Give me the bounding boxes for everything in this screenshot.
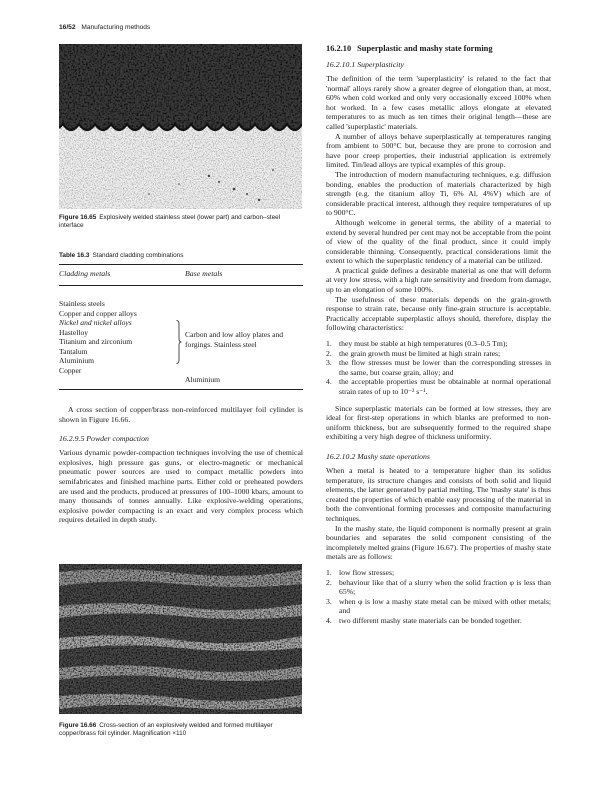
page-header (59, 24, 549, 31)
paragraph: The introduction of modern manufacturing techniques, e.g. diffusion bonding, enables the production of materials characterized by high strength (e.g. the titanium alloy Ti, 6% Al, 4%V) which are of considerable practical interest, although they require temperatures of up to 900°C. (326, 169, 551, 218)
table-header-rule (59, 285, 303, 286)
cladding-row: Copper (59, 365, 82, 375)
cladding-table (59, 264, 303, 392)
paragraph: The usefulness of these materials depends on the grain-growth response to strain rate, because only fine-grain structure is acceptable. Practically acceptable superplastic alloys should, therefore, display the following characteristics: (326, 294, 551, 333)
list-item: 1. they must be stable at high temperatures (0.3–0.5 Tm); (326, 339, 508, 349)
characteristics-list (326, 339, 551, 397)
base-metal-group: Carbon and low alloy plates and forgings. Stainless steel (185, 330, 284, 349)
list-item: 1. low flow stresses; (326, 567, 395, 577)
list-item: 3. when φ is low a mashy state metal can be mixed with other metals; and (326, 596, 551, 616)
paragraph: In the mashy state, the liquid component is normally present at grain boundaries and separates the solid component consisting of the incompletely melted grains (Figure 16.67). The properties of mashy state metals are as follows: (326, 523, 551, 562)
paragraph: A cross section of copper/brass non-reinforced multilayer foil cylinder is shown in Figure 16.66. (59, 405, 303, 424)
col-header-cladding: Cladding metals (59, 269, 111, 278)
subsection-heading: 16.2.10.1 Superplasticity (326, 60, 404, 69)
section-heading: 16.2.10 Superplastic and mashy state forming (326, 44, 493, 53)
table-bottom-rule (59, 389, 303, 390)
paragraph: A number of alloys behave superplastically at temperatures ranging from ambient to 500°C but, because they are prone to corrosion and have poor creep properties, their industrial application is extremely limited. Tin/lead alloys are typical examples of this group. (326, 131, 551, 170)
list-item: 3. the flow stresses must be lower than the corresponding stresses in the same, but coarse grain, alloy; and (326, 358, 551, 377)
col-header-base: Base metals (185, 269, 223, 278)
figure-16-66-caption: Figure 16.66 Cross-section of an explosively welded and formed multilayer copper/brass foil cylinder. Magnification ×110 (59, 722, 273, 738)
subsection-heading: 16.2.10.2 Mashy state operations (326, 451, 430, 461)
mashy-properties-list (326, 568, 551, 626)
paragraph: The definition of the term 'superplasticity' is related to the fact that 'normal' alloys rarely show a greater degree of elongation than, at most, 60% when cold worked and only very occasionally exceed 100% when hot worked. In a few cases metallic alloys elongate at elevated temperatures to as much as ten times their original length—these are called 'superplastic' materials. (326, 74, 551, 131)
paragraph: Although welcome in general terms, the ability of a material to extend by several hundred per cent may not be acceptable from the point of view of the quality of the final product, since it could imply considerable thinning. Consequently, practical considerations limit the extent to which the superplastic tendency of a material can be utilized. (326, 217, 551, 266)
list-item: 2. the grain growth must be limited at high strain rates; (326, 348, 501, 358)
base-metal-aluminium: Aluminium (185, 375, 221, 384)
cladding-row: Tantalum (59, 346, 88, 356)
left-column-text (59, 402, 303, 525)
figure-16-66-micrograph (59, 564, 302, 714)
paragraph: Since superplastic materials can be formed at low stresses, they are ideal for first-step operations in which blanks are preformed to non-uniform thickness, but are subsequently formed to the required shape exhibiting a very high degree of thickness uniformity. (326, 403, 551, 442)
table-16-3-title: Table 16.3 Standard cladding combinations (59, 252, 184, 259)
cladding-row: Copper and copper alloys (59, 308, 137, 318)
paragraph: Various dynamic powder-compaction techniques involving the use of chemical explosives, high pressure gas guns, or electro-magnetic or mechanical pneumatic power sources are used to compact metallic powders into semifabricates and finished machine parts. Either cold or preheated powders are used and the products, produced at pressures of 100–1000 kbars, amount to many thousands of tonnes annually. Like explosive-welding operations, explosive powder compacting is an exact and very complex process which requires detailed in depth study. (59, 448, 303, 525)
figure-16-65-caption: Figure 16.65 Explosively welded stainless steel (lower part) and carbon–steel interface (59, 214, 281, 230)
cladding-metal-list (59, 299, 179, 375)
grouping-brace (176, 320, 182, 364)
page-number: 16/52 (59, 24, 76, 31)
running-title: Manufacturing methods (81, 24, 151, 31)
subsection-heading: 16.2.9.5 Powder compaction (59, 434, 149, 444)
figure-16-65-micrograph (59, 44, 302, 209)
cladding-row: Titanium and zirconium (59, 337, 133, 346)
list-item: 2. behaviour like that of a slurry when the solid fraction φ is less than 65%; (326, 577, 551, 597)
cladding-row: Hastelloy (59, 327, 89, 337)
right-column-text (326, 44, 551, 625)
micrograph-image (59, 564, 302, 714)
paragraph: When a metal is heated to a temperature higher than its solidus temperature, its structure changes and consists of both solid and liquid elements, the latter generated by partial melting. The 'mashy state' is thus created the properties of which enable easy processing of the material in both the conventional forming processes and composite manufacturing techniques. (326, 465, 551, 523)
cladding-row: Nickel and nickel alloys (59, 318, 132, 327)
cladding-row: Aluminium (59, 356, 95, 365)
micrograph-image (59, 44, 302, 209)
cladding-row: Stainless steels (59, 299, 105, 308)
table-top-rule (59, 264, 303, 265)
list-item: 4. the acceptable properties must be obtainable at normal operational strain rates of up to 10⁻² s⁻¹. (326, 377, 551, 396)
list-item: 4. two different mashy state materials can be bonded together. (326, 615, 522, 625)
paragraph: A practical guide defines a desirable material as one that will deform at very low stress, with a high rate sensitivity and freedom from damage, up to an elongation of some 100%. (326, 265, 551, 295)
